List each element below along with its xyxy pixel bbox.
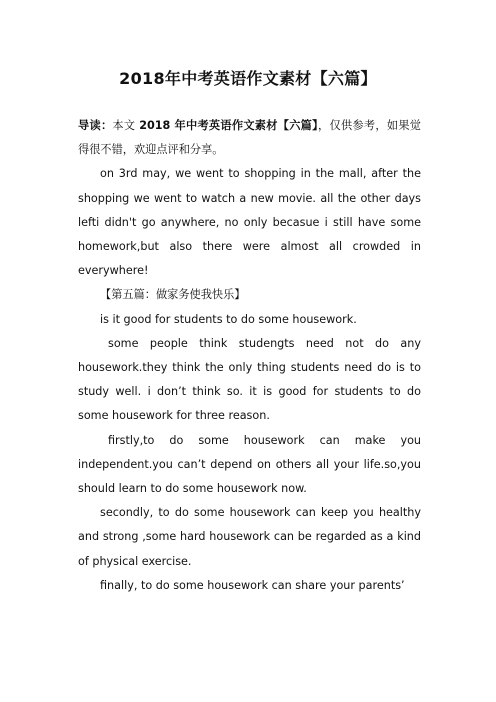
section-heading: 【第五篇：做家务使我快乐】 [100, 288, 246, 302]
document-title: 2018年中考英语作文素材【六篇】 [119, 69, 377, 88]
paragraph-5: secondly, to do some housework can keep you healthy and strong ,some hard housework can be regarded as a kind of physical exercise. [78, 506, 421, 568]
document-body [78, 114, 421, 598]
intro-bold-title: 2018 年中考英语作文素材【六篇】 [139, 119, 319, 132]
paragraph-6: finally, to do some housework can share your parents’ [100, 578, 405, 592]
paragraph-1: on 3rd may, we went to shopping in the mall, after the shopping we went to watch a new movie. all the other days lefti didn't go anywhere, no only becasue i still have some homework,but also there were almost all crowded in everywhere! [78, 167, 421, 278]
intro-suffix: ，仅供参考，如果觉得很不错，欢迎点评和分享。 [78, 119, 421, 157]
intro-prefix: 本文 [112, 119, 140, 132]
paragraph-3: some people think studengts need not do any housework.they think the only thing students need do is to study well. i don’t think so. it is good for students to do some housework for three reason. [78, 336, 421, 423]
paragraph-2: is it good for students to do some housework. [100, 312, 357, 326]
paragraph-4: firstly,to do some housework can make you independent.you can’t depend on others all your life.so,you should learn to do some housework now. [78, 433, 421, 496]
intro-label: 导读： [78, 119, 113, 132]
intro-paragraph [78, 114, 421, 162]
